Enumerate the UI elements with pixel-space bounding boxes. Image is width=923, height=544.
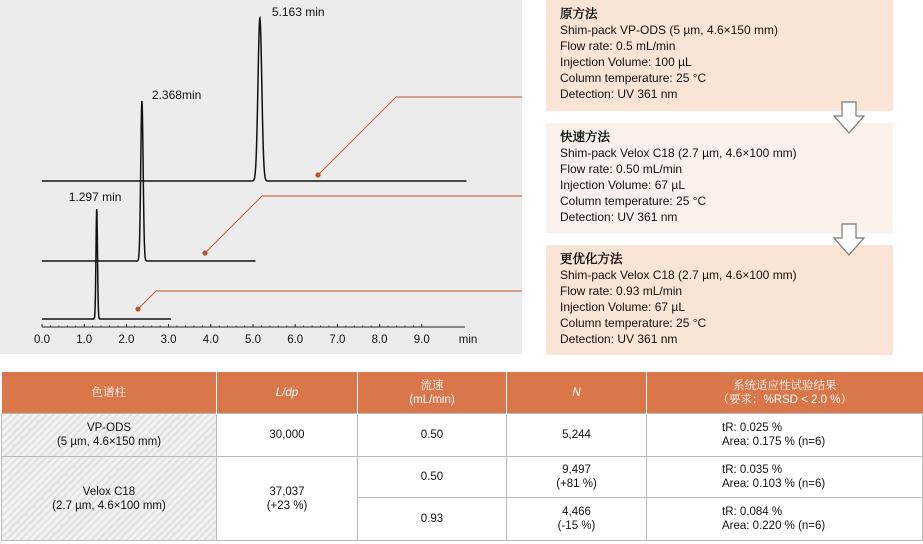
header-label: 色谱柱 <box>91 386 126 399</box>
leader-dot <box>315 172 320 177</box>
header-ldp <box>217 372 358 414</box>
method-line: Detection: UV 361 nm <box>560 332 678 346</box>
method-line: Column temperature: 25 °C <box>560 194 707 208</box>
chromatogram-panel <box>0 0 522 354</box>
method-line: Detection: UV 361 nm <box>560 87 678 101</box>
cell-ldp <box>217 414 358 457</box>
tr-value: tR: 0.035 % <box>722 464 783 476</box>
header-label: 流速 <box>420 379 444 392</box>
results-table <box>1 372 923 541</box>
trace-line-1 <box>42 18 467 181</box>
down-arrow-icon <box>832 223 866 257</box>
leader-line <box>318 97 522 175</box>
x-tick-label: 6.0 <box>287 334 304 346</box>
method-line: Flow rate: 0.93 mL/min <box>560 284 683 298</box>
method-line: Injection Volume: 67 µL <box>560 300 685 314</box>
peak-label: 5.163 min <box>271 5 325 19</box>
method-line: Injection Volume: 100 µL <box>560 55 692 69</box>
header-n <box>507 372 647 414</box>
down-arrow-icon <box>832 101 866 135</box>
x-tick-label: 9.0 <box>413 334 430 346</box>
header-flow <box>358 372 507 414</box>
cell-result <box>647 457 923 498</box>
cell-flow <box>358 498 507 541</box>
x-tick-label: 5.0 <box>245 334 261 346</box>
cell-n <box>507 498 647 541</box>
x-tick-label: 8.0 <box>371 334 388 346</box>
peak-label: 1.297 min <box>68 190 122 204</box>
ldp-value: 30,000 <box>269 429 305 441</box>
column-spec: (2.7 µm, 4.6×100 mm) <box>52 499 166 512</box>
flow-value: 0.93 <box>420 513 444 525</box>
method-line: Injection Volume: 67 µL <box>560 178 685 192</box>
x-tick-label: min <box>458 334 478 346</box>
table-row <box>2 414 923 457</box>
header-label: 系统适应性试验结果 <box>733 379 837 392</box>
method-box-fast <box>546 123 893 233</box>
method-line: Shim-pack Velox C18 (2.7 µm, 4.6×100 mm) <box>560 268 797 282</box>
method-box-original <box>546 0 893 111</box>
method-title: 原方法 <box>560 7 598 21</box>
flow-value: 0.50 <box>420 429 444 441</box>
leader-dot <box>135 306 140 311</box>
method-line: Flow rate: 0.50 mL/min <box>560 162 683 176</box>
x-tick-label: 4.0 <box>202 334 219 346</box>
header-column <box>2 372 217 414</box>
trace-line-3 <box>42 209 171 319</box>
method-line: Shim-pack VP-ODS (5 µm, 4.6×150 mm) <box>560 23 778 37</box>
area-value: Area: 0.220 % (n=6) <box>722 520 826 532</box>
cell-result <box>647 498 923 541</box>
x-tick-label: 2.0 <box>118 334 135 346</box>
cell-column <box>2 457 217 541</box>
cell-result <box>647 414 923 457</box>
method-title: 更优化方法 <box>560 252 623 266</box>
ldp-value: 37,037 <box>269 485 305 498</box>
tr-value: tR: 0.025 % <box>722 422 783 434</box>
cell-n <box>507 414 647 457</box>
table-row <box>2 457 923 498</box>
n-change: (+81 %) <box>556 478 597 490</box>
cell-ldp <box>217 457 358 541</box>
header-unit: (mL/min) <box>409 393 455 406</box>
cell-flow <box>358 414 507 457</box>
n-value: 9,497 <box>562 464 591 476</box>
table-header-row <box>2 372 923 414</box>
cell-column <box>2 414 217 457</box>
header-requirement: （要求：%RSD < 2.0 %） <box>717 393 853 406</box>
method-line: Column temperature: 25 °C <box>560 71 707 85</box>
method-line: Detection: UV 361 nm <box>560 210 678 224</box>
column-name: Velox C18 <box>82 485 136 498</box>
n-value: 4,466 <box>562 506 591 518</box>
leader-dot <box>202 250 207 255</box>
flow-value: 0.50 <box>420 471 444 483</box>
header-label: N <box>572 386 581 399</box>
chromatogram-chart <box>0 0 522 354</box>
method-line: Shim-pack Velox C18 (2.7 µm, 4.6×100 mm) <box>560 146 797 160</box>
method-title: 快速方法 <box>560 130 611 144</box>
x-tick-label: 7.0 <box>329 334 346 346</box>
n-value: 5,244 <box>562 429 591 441</box>
x-tick-label: 0.0 <box>34 334 50 346</box>
tr-value: tR: 0.084 % <box>722 506 783 518</box>
n-change: (-15 %) <box>557 520 596 532</box>
column-spec: (5 µm, 4.6×150 mm) <box>56 436 162 448</box>
cell-n <box>507 457 647 498</box>
method-line: Flow rate: 0.5 mL/min <box>560 39 676 53</box>
area-value: Area: 0.103 % (n=6) <box>722 478 826 490</box>
area-value: Area: 0.175 % (n=6) <box>722 436 826 448</box>
header-result <box>647 372 923 414</box>
header-label: L/dp <box>275 386 299 399</box>
method-box-optimized <box>546 245 893 355</box>
leader-line <box>205 196 522 253</box>
column-name: VP-ODS <box>86 422 132 434</box>
peak-label: 2.368min <box>151 88 202 102</box>
method-line: Column temperature: 25 °C <box>560 316 707 330</box>
x-tick-label: 3.0 <box>160 334 177 346</box>
ldp-change: (+23 %) <box>266 499 308 512</box>
x-tick-label: 1.0 <box>76 334 93 346</box>
leader-line <box>138 291 522 309</box>
cell-flow <box>358 457 507 498</box>
